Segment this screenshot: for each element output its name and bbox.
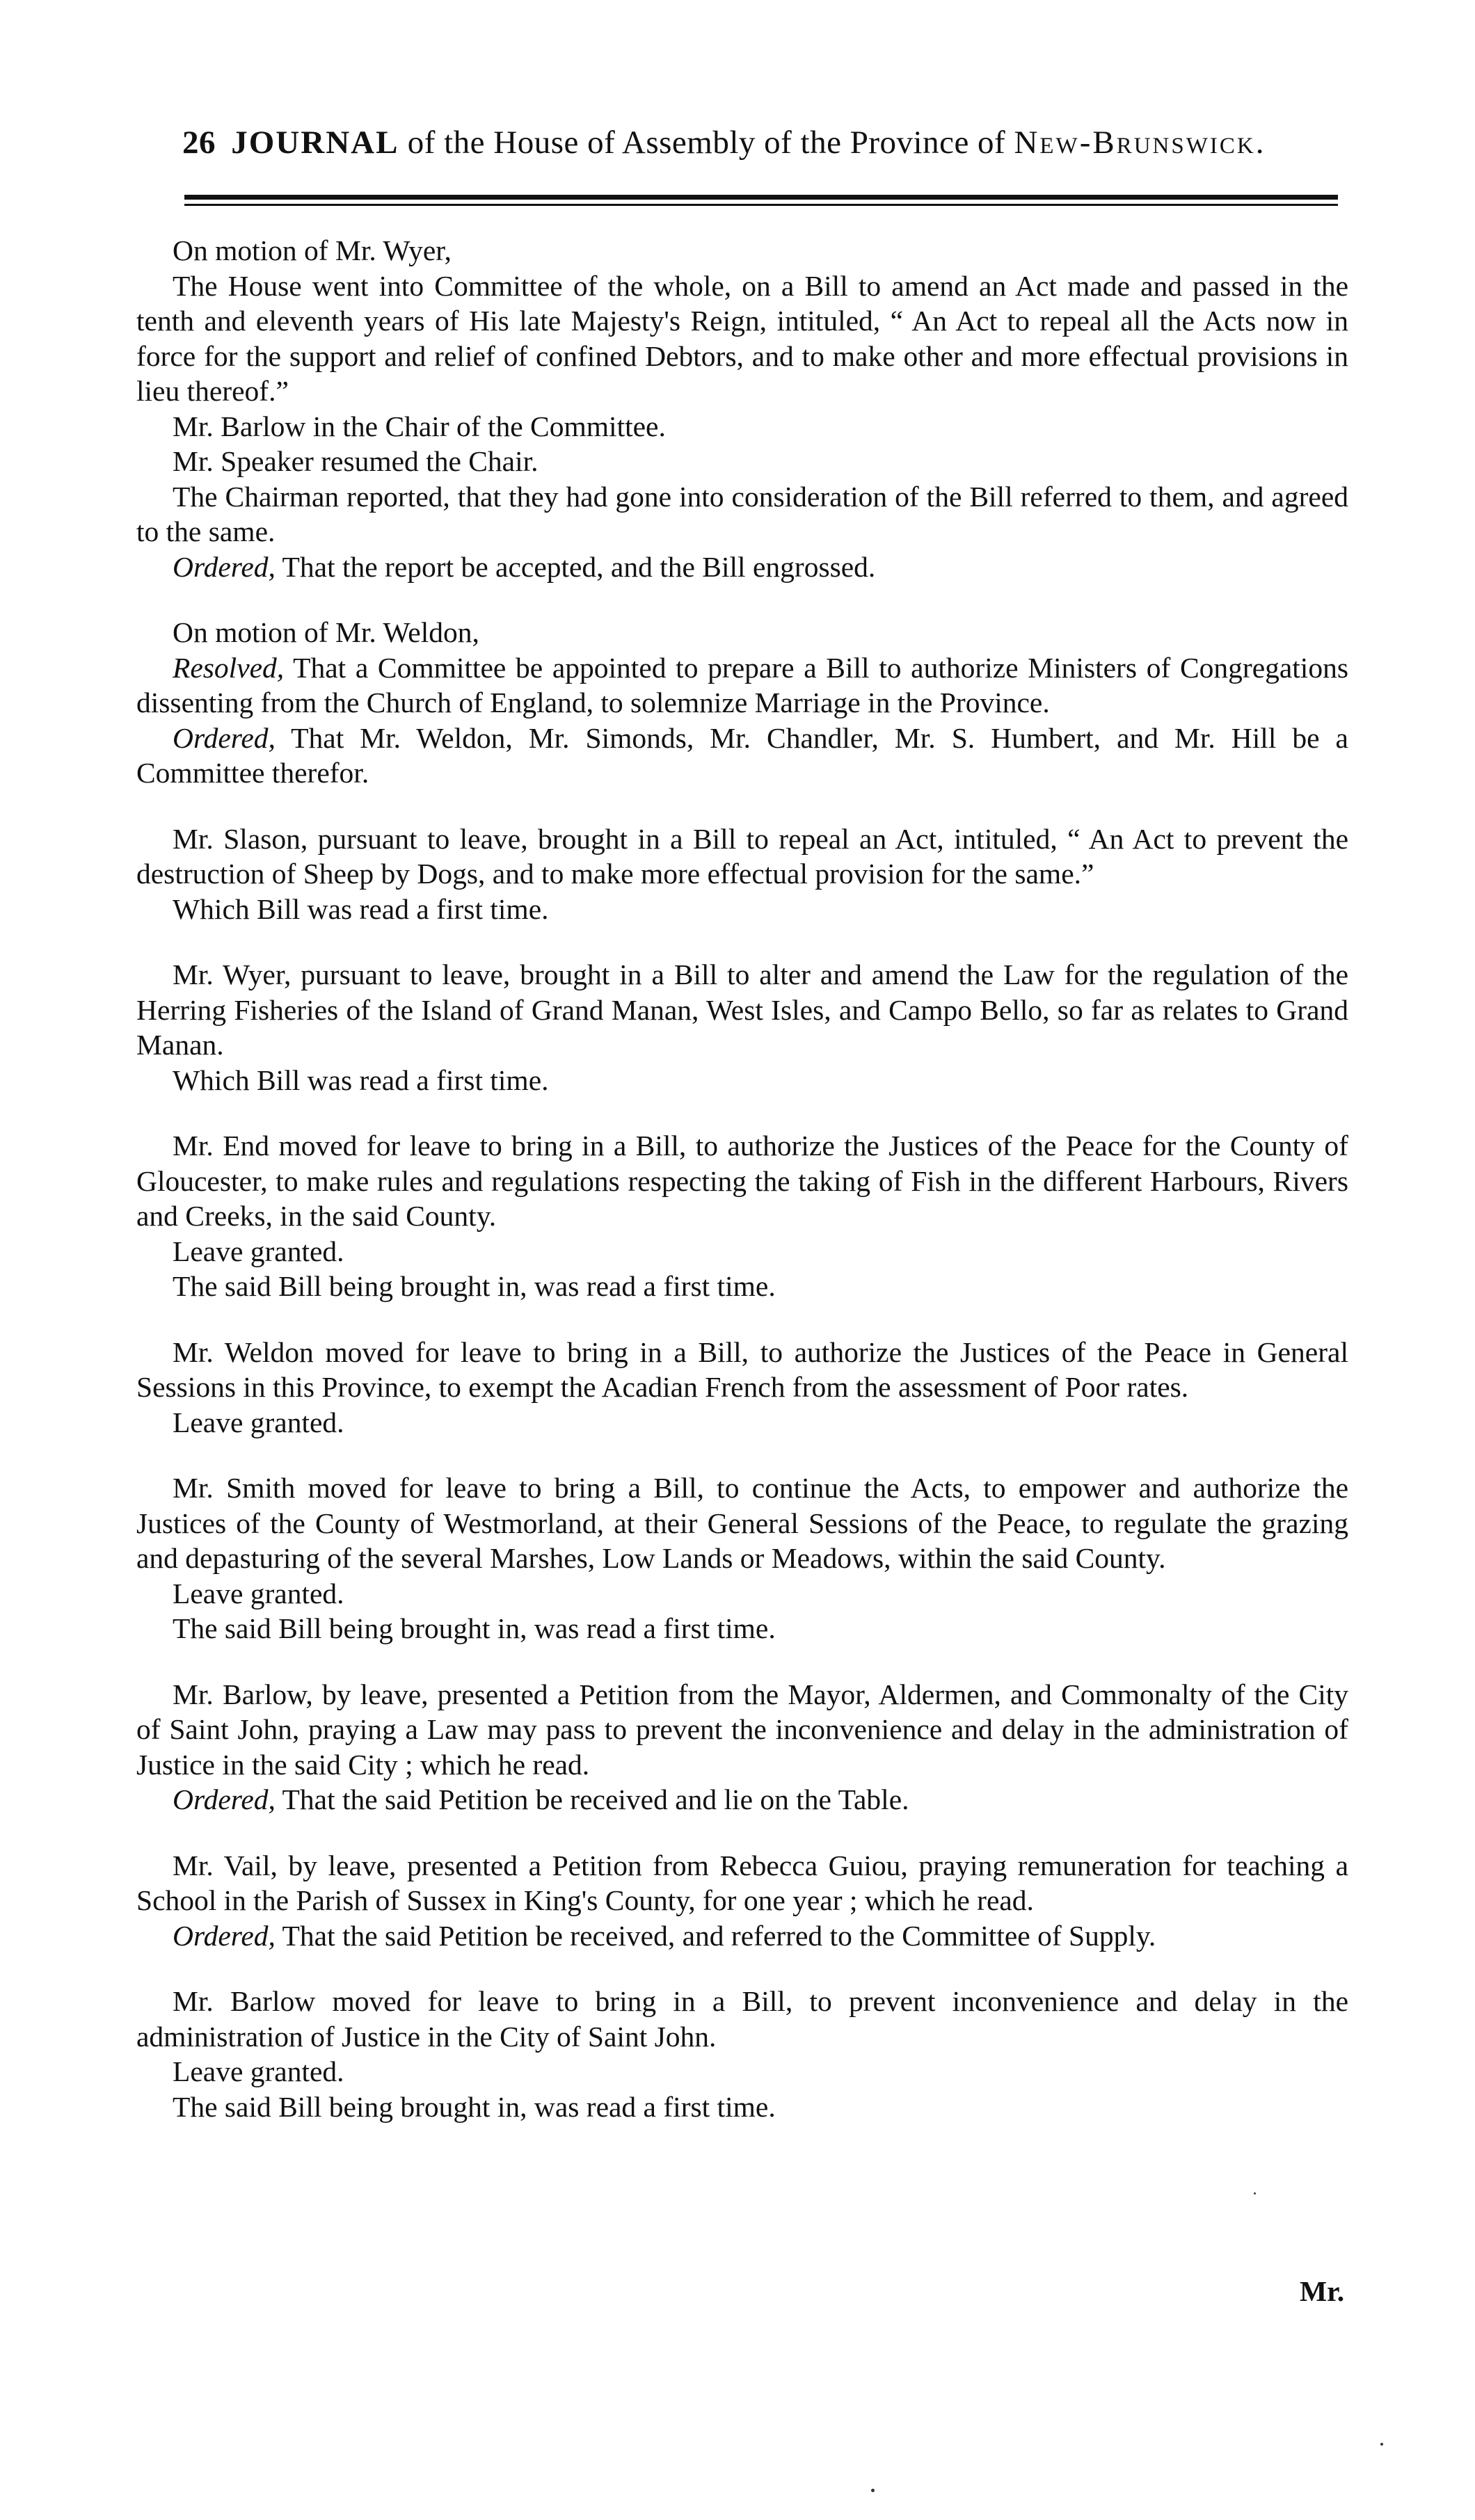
- journal-line: [136, 268, 1348, 409]
- journal-line: [136, 721, 1348, 791]
- journal-line: [136, 444, 1348, 479]
- journal-body: [136, 233, 1348, 2124]
- journal-entry: [136, 1128, 1348, 1304]
- journal-entry: [136, 821, 1348, 927]
- line-text: Leave granted.: [173, 2055, 344, 2087]
- journal-line: [136, 1470, 1348, 1576]
- journal-line: [136, 1405, 1348, 1440]
- journal-line: [136, 1611, 1348, 1646]
- running-head-middle: of the House of Assembly of the Province of: [407, 125, 1006, 161]
- journal-line: [136, 2054, 1348, 2089]
- line-text: The said Bill being brought in, was read a first time.: [173, 2090, 776, 2123]
- line-text: The said Bill being brought in, was read a first time.: [173, 1612, 776, 1644]
- journal-line: [136, 1063, 1348, 1098]
- ink-speck: [1254, 2192, 1256, 2194]
- line-text: The Chairman reported, that they had gone into consideration of the Bill referred to them, and agreed to the same.: [136, 480, 1348, 547]
- journal-line: [136, 1269, 1348, 1304]
- page-number: 26: [182, 125, 216, 161]
- journal-line: [136, 892, 1348, 927]
- line-text: Leave granted.: [173, 1235, 344, 1267]
- line-text: The said Bill being brought in, was read a first time.: [173, 1270, 776, 1302]
- line-text: The House went into Committee of the whole, on a Bill to amend an Act made and passed in the tenth and eleventh years of His late Majesty's Reign, intituled, “ An Act to repeal all the Acts now in force for the support and relief of confined Debtors, and to make other and more effectual provisions in lieu thereof.”: [136, 269, 1348, 407]
- journal-line: [136, 615, 1348, 650]
- journal-line: [136, 2089, 1348, 2125]
- line-text: That the said Petition be received, and referred to the Committee of Supply.: [282, 1919, 1156, 1952]
- journal-line: [136, 233, 1348, 268]
- journal-line: [136, 1782, 1348, 1817]
- journal-title: JOURNAL: [231, 125, 399, 161]
- journal-entry: [136, 1848, 1348, 1954]
- line-text: On motion of Mr. Wyer,: [173, 234, 452, 266]
- line-text: Leave granted.: [173, 1406, 344, 1438]
- journal-entry: [136, 957, 1348, 1098]
- journal-line: [136, 479, 1348, 549]
- line-text: Mr. End moved for leave to bring in a Bill, to authorize the Justices of the Peace for the County of Gloucester, to make rules and regulations respecting the taking of Fish in the different Harbours, Rivers and Creeks, in the said County.: [136, 1130, 1348, 1232]
- line-text: Mr. Barlow, by leave, presented a Petition from the Mayor, Aldermen, and Commonalty of the City of Saint John, praying a Law may pass to prevent the inconvenience and delay in the administration of Justice in the said City ; which he read.: [136, 1678, 1348, 1781]
- line-text: That Mr. Weldon, Mr. Simonds, Mr. Chandler, Mr. S. Humbert, and Mr. Hill be a Committee therefor.: [136, 721, 1348, 789]
- line-text: Mr. Barlow moved for leave to bring in a Bill, to prevent inconvenience and delay in the administration of Justice in the City of Saint John.: [136, 1985, 1348, 2053]
- line-text: That the said Petition be received and lie on the Table.: [282, 1783, 909, 1815]
- journal-line: [136, 1918, 1348, 1954]
- italic-lead: Ordered,: [173, 1919, 276, 1952]
- line-text: That a Committee be appointed to prepare a Bill to authorize Ministers of Congregations dissenting from the Church of England, to solemnize Marriage in the Province.: [136, 651, 1348, 719]
- province-name: New-Brunswick.: [1014, 125, 1266, 161]
- journal-line: [136, 1128, 1348, 1234]
- line-text: Mr. Vail, by leave, presented a Petition from Rebecca Guiou, praying remuneration for teaching a School in the Parish of Sussex in King's County, for one year ; which he read.: [136, 1849, 1348, 1916]
- line-text: Mr. Wyer, pursuant to leave, brought in a Bill to alter and amend the Law for the regulation of the Herring Fisheries of the Island of Grand Manan, West Isles, and Campo Bello, so far as relates to Grand Manan.: [136, 958, 1348, 1061]
- header-rule-thin: [184, 204, 1338, 206]
- italic-lead: Ordered,: [173, 1783, 276, 1815]
- running-head: [182, 124, 1344, 161]
- line-text: Mr. Slason, pursuant to leave, brought in a Bill to repeal an Act, intituled, “ An Act to prevent the destruction of Sheep by Dogs, and to make more effectual provision for the same.”: [136, 822, 1348, 890]
- journal-line: [136, 1984, 1348, 2054]
- line-text: That the report be accepted, and the Bill engrossed.: [282, 550, 876, 583]
- ink-speck: [871, 2489, 875, 2492]
- journal-line: [136, 1677, 1348, 1783]
- italic-lead: Ordered,: [173, 550, 276, 583]
- header-rule-thick: [184, 195, 1338, 200]
- journal-line: [136, 821, 1348, 892]
- line-text: Mr. Speaker resumed the Chair.: [173, 445, 539, 477]
- line-text: Mr. Weldon moved for leave to bring in a Bill, to authorize the Justices of the Peace in General Sessions in this Province, to exempt the Acadian French from the assessment of Poor rates.: [136, 1335, 1348, 1403]
- ink-speck: [1380, 2443, 1383, 2446]
- line-text: Mr. Barlow in the Chair of the Committee.: [173, 410, 666, 442]
- journal-entry: [136, 1470, 1348, 1646]
- journal-line: [136, 650, 1348, 721]
- journal-entry: [136, 1984, 1348, 2124]
- journal-line: [136, 549, 1348, 585]
- journal-line: [136, 1848, 1348, 1918]
- line-text: Which Bill was read a first time.: [173, 892, 549, 925]
- journal-line: [136, 409, 1348, 444]
- line-text: Which Bill was read a first time.: [173, 1064, 549, 1096]
- catchword: Mr.: [1300, 2275, 1345, 2307]
- journal-line: [136, 1335, 1348, 1405]
- journal-entry: [136, 233, 1348, 584]
- journal-entry: [136, 615, 1348, 791]
- line-text: On motion of Mr. Weldon,: [173, 616, 479, 648]
- journal-line: [136, 957, 1348, 1063]
- journal-entry: [136, 1677, 1348, 1817]
- journal-line: [136, 1234, 1348, 1269]
- journal-line: [136, 1576, 1348, 1612]
- italic-lead: Resolved,: [173, 651, 285, 684]
- italic-lead: Ordered,: [173, 721, 276, 754]
- line-text: Mr. Smith moved for leave to bring a Bill, to continue the Acts, to empower and authorize the Justices of the County of Westmorland, at their General Sessions of the Peace, to regulate the grazing and depasturing of the several Marshes, Low Lands or Meadows, within the said County.: [136, 1472, 1348, 1574]
- journal-entry: [136, 1335, 1348, 1440]
- line-text: Leave granted.: [173, 1577, 344, 1610]
